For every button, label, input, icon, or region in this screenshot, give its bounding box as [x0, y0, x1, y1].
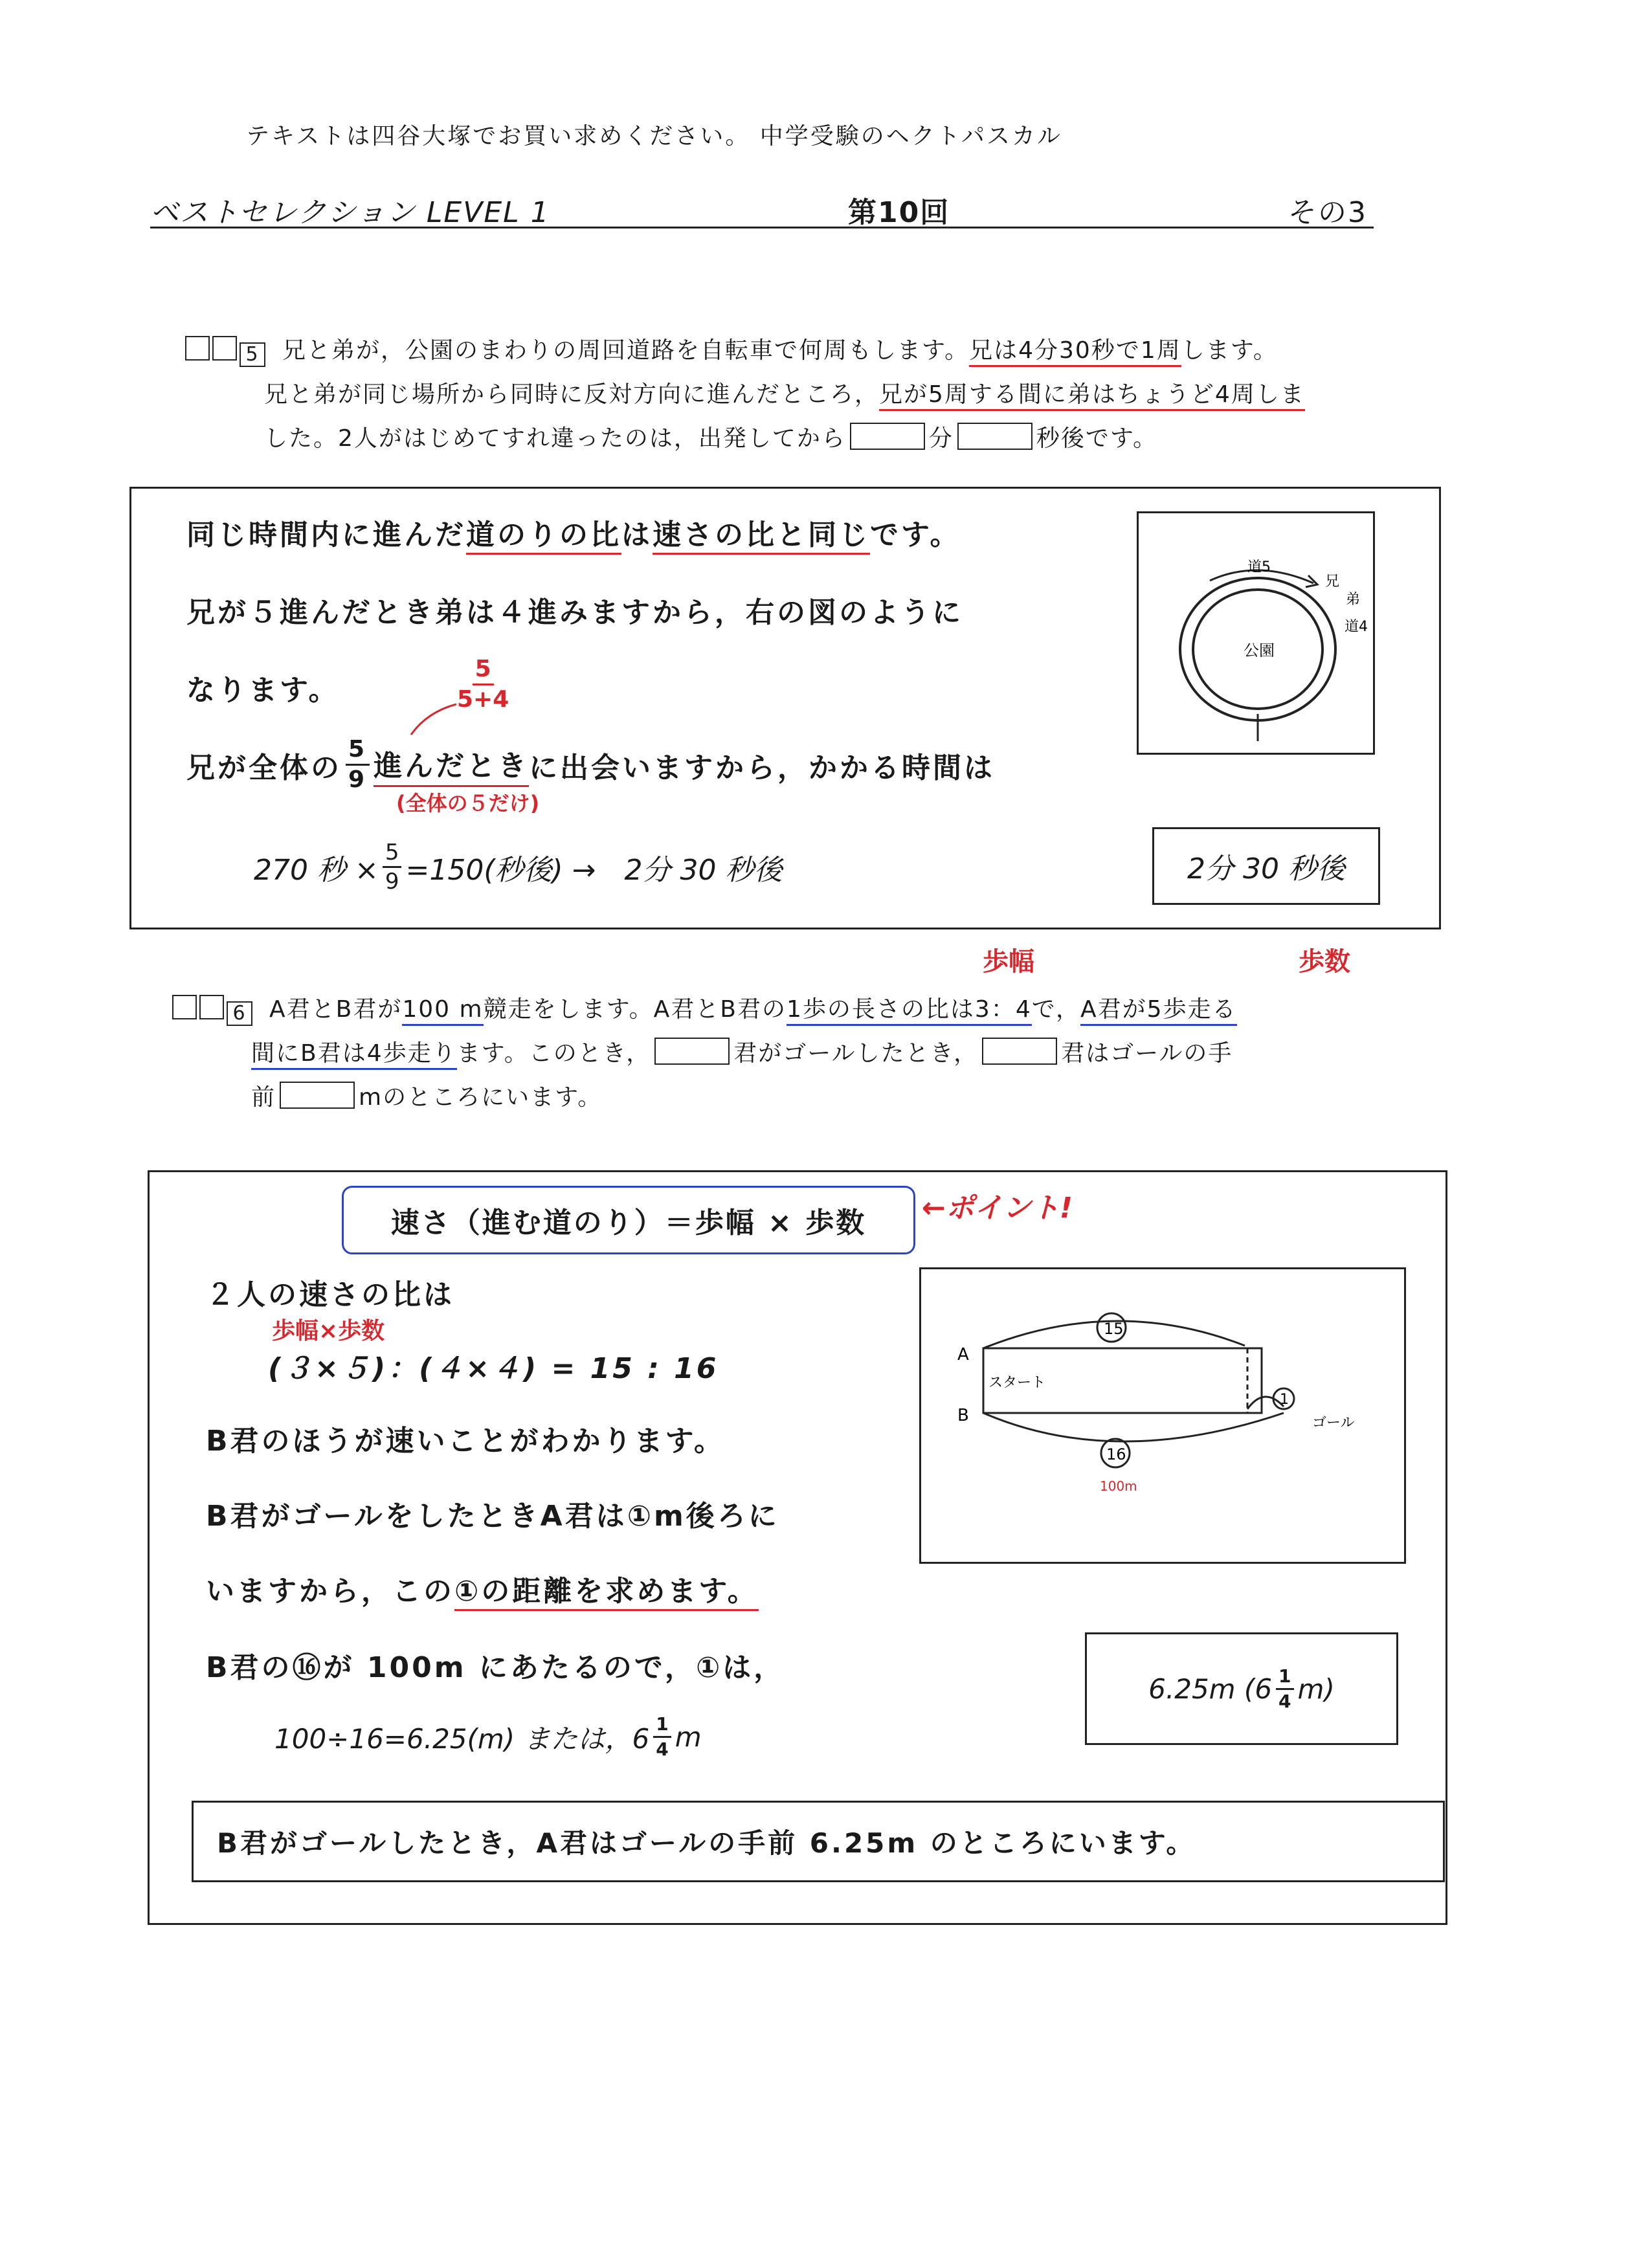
note-fraction: $\frac{5}{5+4}$ [457, 656, 509, 713]
note-hosuu: 歩数 [1299, 947, 1350, 977]
q5-text: 兄と弟が，公園のまわりの周回道路を自転車で何周もします。 [282, 337, 970, 364]
question-5 [185, 329, 1415, 461]
start-label: スタート [988, 1375, 1046, 1391]
answer-blank-seconds[interactable] [957, 423, 1032, 450]
sol6-line1: ２人の速さの比は [206, 1278, 454, 1311]
question-number: 6 [227, 1001, 252, 1026]
answer-blank-distance[interactable] [280, 1082, 355, 1109]
issue-number: 第10回 [848, 196, 950, 229]
note-hohaba: 歩幅 [983, 947, 1034, 977]
final-statement-box [192, 1801, 1445, 1882]
sol6-line3: B君のほうが速いことがわかります。 [206, 1425, 726, 1458]
answer-blank-minutes[interactable] [850, 423, 925, 450]
q5-text: 秒後です。 [1036, 425, 1158, 452]
point-note: ←ポイント! [922, 1192, 1073, 1225]
q5-text: 兄と弟が同じ場所から同時に反対方向に進んだところ， [264, 381, 880, 408]
circled-1: 1 [1280, 1392, 1289, 1408]
sol5-red-note: (全体の５だけ) [396, 791, 540, 816]
q5-text: した。2人がはじめてすれ違ったのは，出発してから [264, 425, 846, 452]
answer-6-box: 6.25m (6 $\frac{1}{4}$ m) [1085, 1632, 1398, 1745]
sol5-line1: 同じ時間内に進んだ道のりの比は速さの比と同じです。 [186, 511, 961, 553]
sol5-line4: 兄が全体の $\frac{5}{9}$ 進んだとき に出会いますから，かかる時間は [186, 736, 996, 793]
credit-line: テキストは四谷大塚でお買い求めください。 中学受験のヘクトパスカル [246, 123, 1063, 150]
question-6: 6 A君とB君が100 m競走をします。A君とB君の1歩の長さの比は3：4で，A君が5歩走る 間にB君は4歩走ります。このとき， 君がゴールしたとき， 君はゴールの手 前 mのところにいます。 [172, 988, 1415, 1120]
distance-4-label: 道4 [1345, 619, 1368, 635]
sol6-line2: (３×５)：(４×４) = 15 : 16 [268, 1352, 719, 1385]
sol6-line6: B君の⑯が 100m にあたるので，①は， [206, 1651, 785, 1684]
sol5-line2: 兄が５進んだとき弟は４進みますから，右の図のように [186, 596, 963, 629]
formula: 速さ（進む道のり）＝歩幅 × 歩数 [390, 1206, 867, 1240]
park-label: 公園 [1244, 641, 1275, 660]
race-diagram [921, 1269, 1404, 1562]
answer-blank-who-goal[interactable] [654, 1038, 730, 1065]
question-number: 5 [240, 342, 265, 367]
q5-text: 分 [928, 425, 954, 452]
sol6-red-note: 歩幅×歩数 [272, 1318, 385, 1344]
checkbox[interactable] [185, 336, 210, 361]
label-a: A [957, 1345, 969, 1364]
checkbox[interactable] [212, 336, 237, 361]
sol5-line3: なります。 [186, 674, 340, 707]
answer-5-box [1152, 827, 1380, 905]
label-b: B [957, 1406, 969, 1425]
circled-16: 16 [1106, 1445, 1126, 1463]
figure-6 [919, 1267, 1406, 1564]
ani-label: 兄 [1325, 573, 1340, 590]
sol6-line5: いますから，この①の距離を求めます。 [206, 1568, 759, 1609]
figure-5 [1137, 511, 1375, 755]
formula-box [342, 1186, 915, 1254]
checkbox[interactable] [199, 995, 224, 1019]
q5-highlight: 兄は4分30秒で1周 [969, 337, 1181, 367]
part-label: その3 [1288, 196, 1367, 229]
answer-blank-who-behind[interactable] [982, 1038, 1057, 1065]
q5-text: します。 [1181, 337, 1278, 364]
q5-highlight: 兄が5周する間に弟はちょうど4周しま [879, 381, 1305, 411]
goal-label: ゴール [1312, 1415, 1355, 1431]
checkbox[interactable] [172, 995, 197, 1019]
series-title: ベストセレクション LEVEL 1 [150, 196, 550, 229]
note-pointer [408, 699, 460, 738]
final-statement: B君がゴールしたとき，A君はゴールの手前 6.25m のところにいます。 [217, 1827, 1196, 1859]
answer-5: 2分 30 秒後 [1187, 852, 1345, 885]
header-rule [150, 227, 1374, 228]
sol5-calc: 270 秒 × $\frac{5}{9}$ =150(秒後) → 2分 30 秒後 [254, 839, 783, 895]
sol6-calc: 100÷16=6.25(m) または，6 $\frac{1}{4}$ m [274, 1713, 702, 1760]
distance-5-label: 道5 [1247, 559, 1271, 575]
track-diagram [1139, 513, 1373, 753]
100m-label: 100m [1100, 1478, 1137, 1494]
sol6-line4: B君がゴールをしたときA君は①m後ろに [206, 1500, 779, 1533]
ototo-label: 弟 [1346, 592, 1361, 608]
circled-15: 15 [1104, 1320, 1124, 1338]
